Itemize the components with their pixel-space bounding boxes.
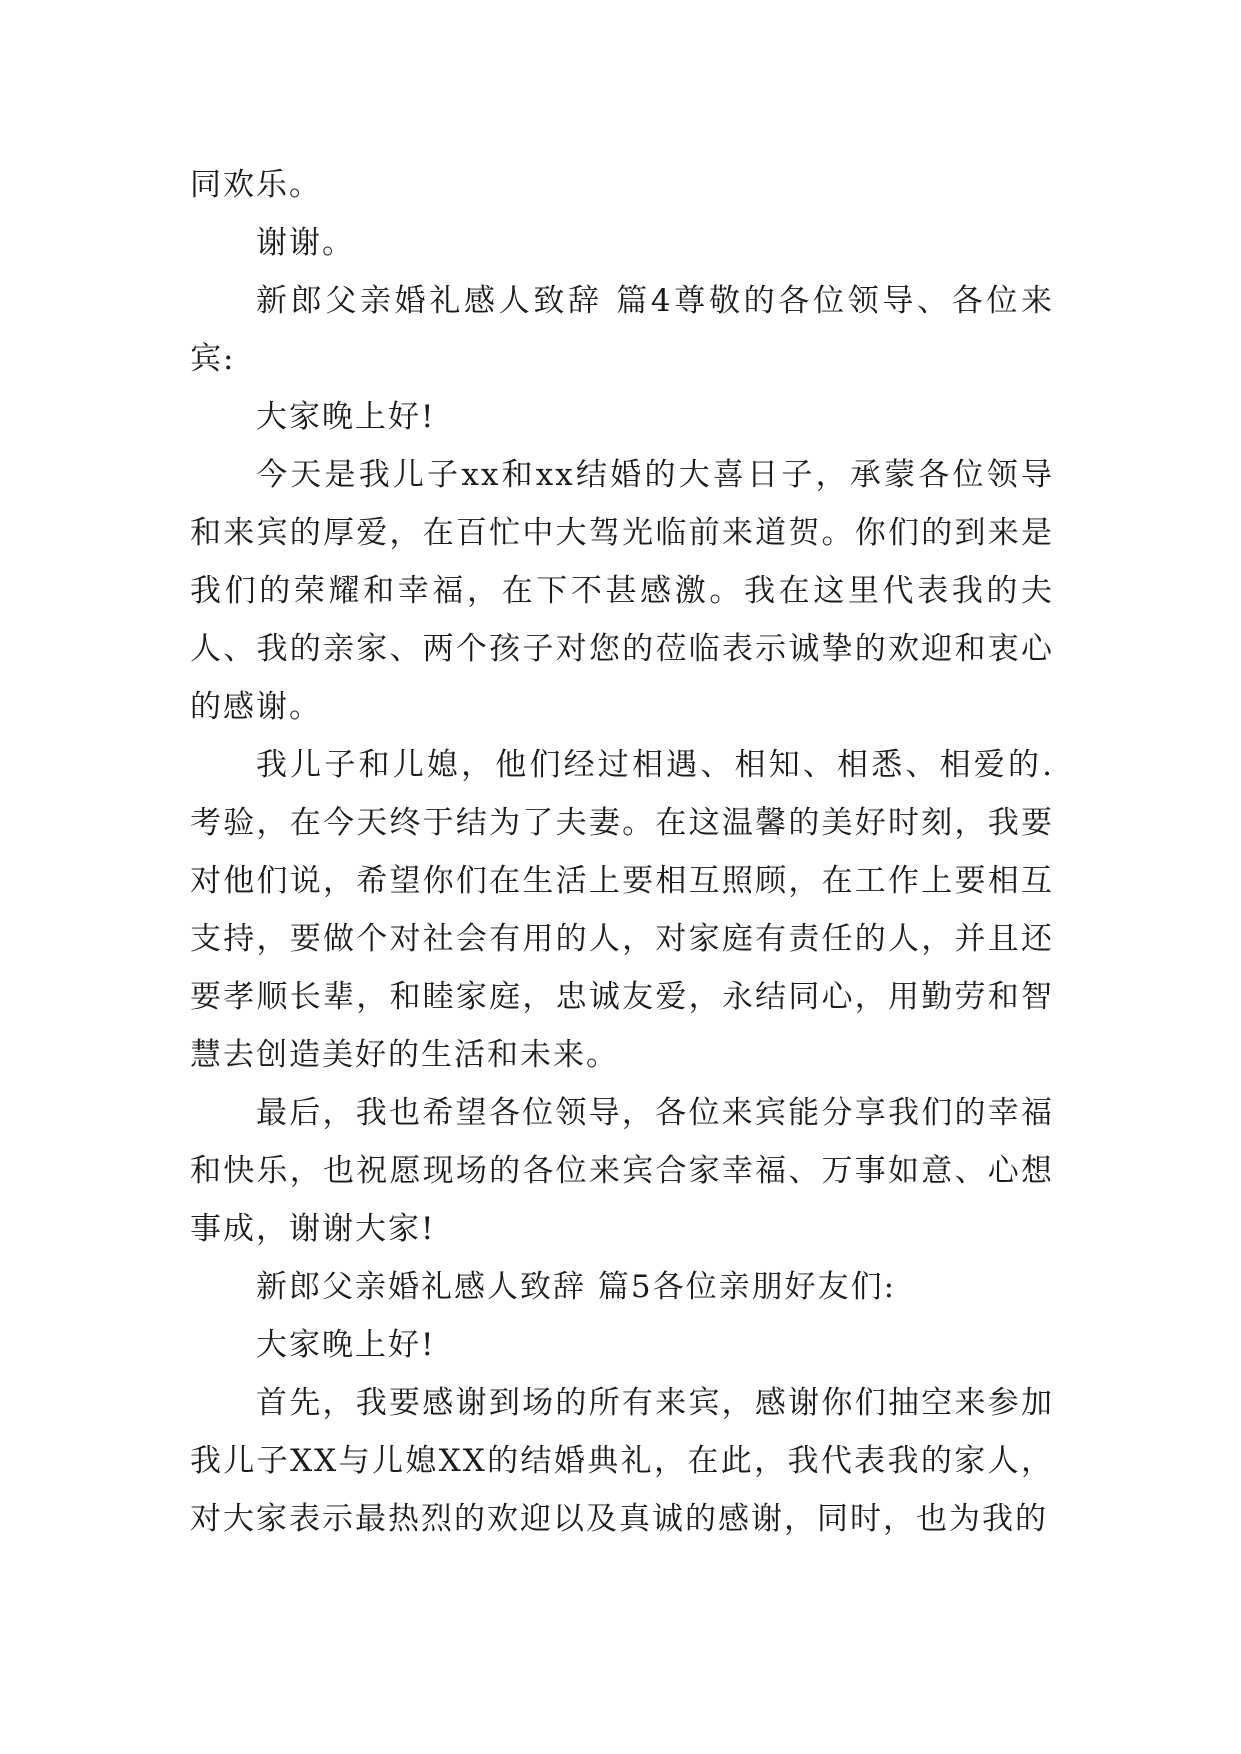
paragraph-body: 首先，我要感谢到场的所有来宾，感谢你们抽空来参加我儿子XX与儿媳XX的结婚典礼，在此，我代表我的家人，对大家表示最热烈的欢迎以及真诚的感谢，同时，也为我的 bbox=[190, 1385, 1054, 1537]
document-body bbox=[190, 156, 1054, 1548]
paragraph-thanks: 谢谢。 bbox=[256, 225, 355, 261]
paragraph-speech-5-heading: 新郎父亲婚礼感人致辞 篇5各位亲朋好友们: bbox=[256, 1269, 897, 1305]
paragraph-body: 我儿子和儿媳，他们经过相遇、相知、相悉、相爱的.考验，在今天终于结为了夫妻。在这温馨的美好时刻，我要对他们说，希望你们在生活上要相互照顾，在工作上要相互支持，要做个对社会有用的人，对家庭有责任的人，并且还要孝顺长辈，和睦家庭，忠诚友爱，永结同心，用勤劳和智慧去创造美好的生活和未来。 bbox=[190, 747, 1054, 1073]
paragraph-closing-fragment: 同欢乐。 bbox=[190, 167, 322, 203]
paragraph-greeting: 大家晚上好! bbox=[256, 1327, 436, 1363]
paragraph-body: 最后，我也希望各位领导，各位来宾能分享我们的幸福和快乐，也祝愿现场的各位来宾合家幸福、万事如意、心想事成，谢谢大家! bbox=[190, 1095, 1054, 1247]
paragraph-speech-4-heading: 新郎父亲婚礼感人致辞 篇4尊敬的各位领导、各位来宾: bbox=[190, 283, 1054, 377]
paragraph-body: 今天是我儿子xx和xx结婚的大喜日子，承蒙各位领导和来宾的厚爱，在百忙中大驾光临前来道贺。你们的到来是我们的荣耀和幸福，在下不甚感激。我在这里代表我的夫人、我的亲家、两个孩子对您的莅临表示诚挚的欢迎和衷心的感谢。 bbox=[190, 457, 1054, 725]
paragraph-greeting: 大家晚上好! bbox=[256, 399, 436, 435]
